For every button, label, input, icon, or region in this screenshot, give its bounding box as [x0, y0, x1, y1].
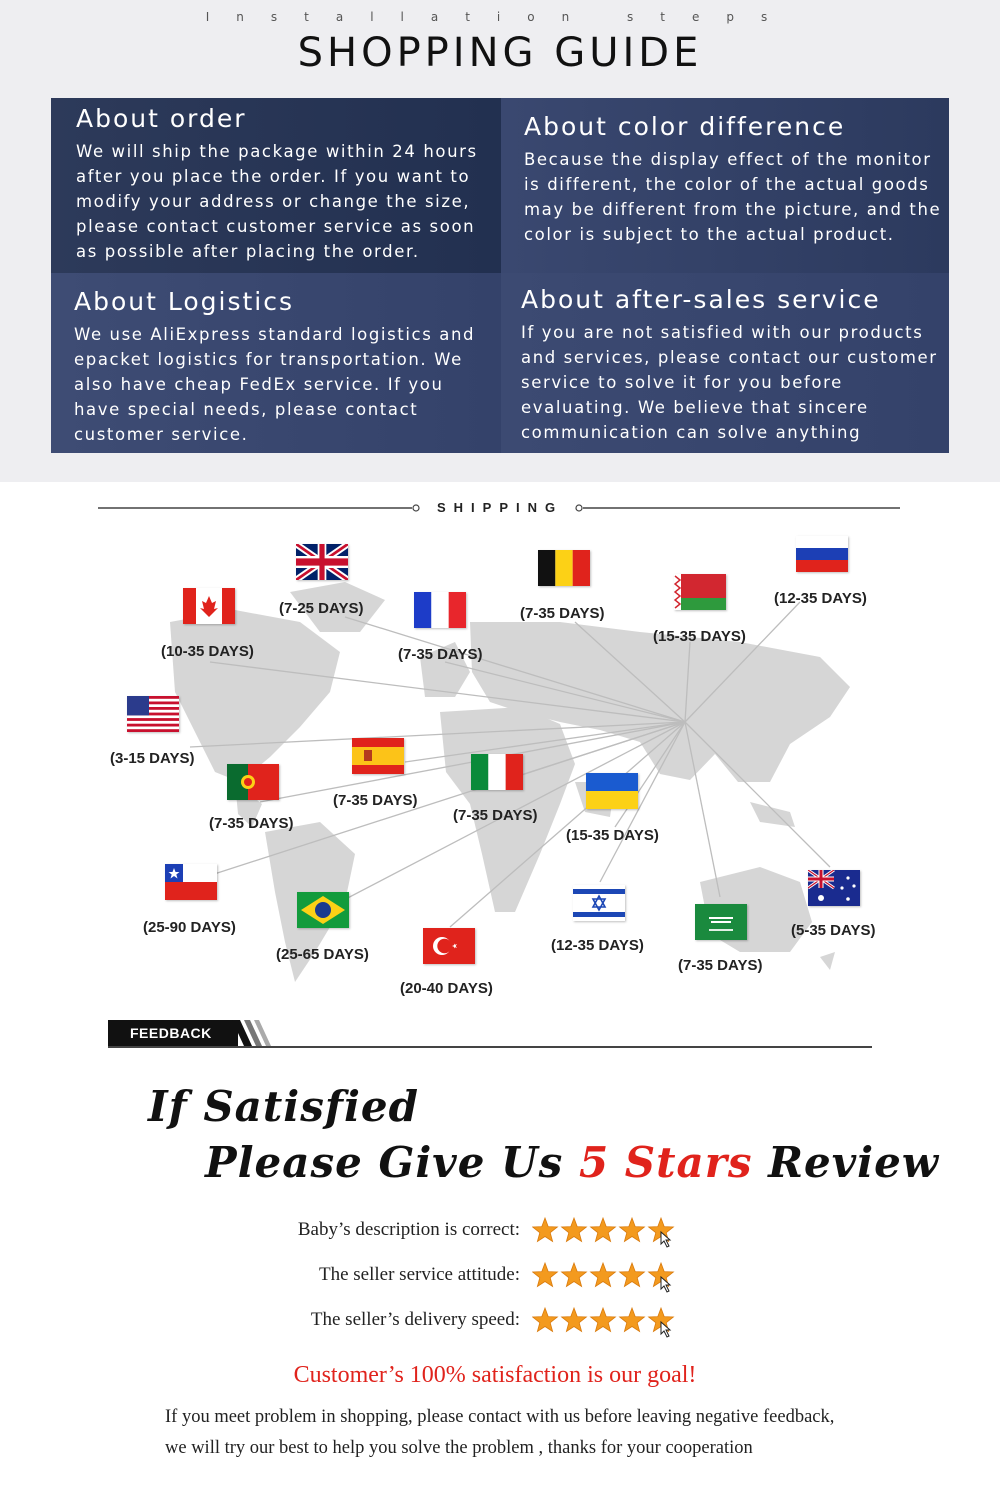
italy-flag-icon — [471, 754, 523, 790]
shipping-section — [0, 482, 1000, 1042]
uk-days-label: (7-25 DAYS) — [279, 600, 364, 617]
about-order-panel — [51, 98, 501, 273]
heading-part-c: Review — [752, 1138, 939, 1187]
about-aftersales-title: About after-sales service — [521, 285, 881, 314]
russia-days-label: (12-35 DAYS) — [774, 590, 867, 607]
canada-flag-icon — [183, 588, 235, 624]
about-logistics-panel — [51, 273, 501, 453]
turkey-days-label: (20-40 DAYS) — [400, 980, 493, 997]
star-icon — [533, 1263, 558, 1287]
feedback-note-line1: If you meet problem in shopping, please contact with us before leaving negative feedback, — [165, 1407, 835, 1427]
rating-label-service: The seller service attitude: — [319, 1264, 520, 1285]
about-color-body: Because the display effect of the monitor is different, the color of the actual goods may be different from the picture, and the color is subject to the actual product. — [524, 150, 942, 244]
belarus-flag-icon — [674, 574, 726, 610]
installation-steps-label: Installation steps — [205, 10, 795, 24]
saudi-flag-icon — [695, 904, 747, 940]
about-aftersales-body: If you are not satisfied with our products and services, please contact our customer service to solve it for you before evaluating. We believe that sincere communication can solve anything — [521, 323, 938, 442]
star-icon — [591, 1308, 616, 1332]
about-order-body: We will ship the package within 24 hours after you place the order. If you want to modify your address or change the size, please contact customer service as soon as possible after placing the order. — [76, 142, 478, 261]
star-rating-icon — [532, 1214, 682, 1248]
feedback-badge: FEEDBACK — [108, 1020, 238, 1046]
star-icon — [591, 1263, 616, 1287]
badge-stripes-icon — [232, 1020, 272, 1046]
turkey-flag-icon — [423, 928, 475, 964]
shopping-guide-section — [0, 0, 1000, 482]
rating-stars-delivery — [532, 1304, 682, 1348]
star-icon — [562, 1263, 587, 1287]
feedback-section — [0, 1012, 1000, 1510]
rating-label-description: Baby’s description is correct: — [297, 1219, 520, 1240]
chile-flag-icon — [165, 864, 217, 900]
belgium-days-label: (7-35 DAYS) — [520, 605, 605, 622]
page-title: SHOPPING GUIDE — [297, 30, 703, 76]
israel-flag-icon — [573, 885, 625, 921]
feedback-note-line2: we will try our best to help you solve the problem , thanks for your cooperation — [165, 1438, 753, 1458]
about-color-title: About color difference — [524, 112, 846, 141]
rating-stars-service — [532, 1259, 682, 1297]
star-rating-icon — [532, 1304, 682, 1344]
shipping-label: SHIPPING — [437, 500, 564, 515]
chile-days-label: (25-90 DAYS) — [143, 919, 236, 936]
italy-days-label: (7-35 DAYS) — [453, 807, 538, 824]
france-flag-icon — [414, 592, 466, 628]
australia-flag-icon — [808, 870, 860, 906]
satisfaction-goal-text: Customer’s 100% satisfaction is our goal! — [293, 1362, 697, 1388]
star-icon — [533, 1218, 558, 1242]
star-icon — [533, 1308, 558, 1332]
feedback-divider — [108, 1046, 872, 1048]
russia-flag-icon — [796, 536, 848, 572]
rating-label-delivery: The seller’s delivery speed: — [310, 1309, 520, 1330]
if-satisfied-heading: If Satisfied — [148, 1082, 419, 1131]
brazil-days-label: (25-65 DAYS) — [276, 946, 369, 963]
star-icon — [591, 1218, 616, 1242]
australia-days-label: (5-35 DAYS) — [791, 922, 876, 939]
saudi-days-label: (7-35 DAYS) — [678, 957, 763, 974]
belgium-flag-icon — [538, 550, 590, 586]
heading-part-a: Please Give Us — [205, 1138, 579, 1187]
about-logistics-title: About Logistics — [74, 287, 295, 316]
star-icon — [620, 1308, 645, 1332]
star-icon — [620, 1218, 645, 1242]
star-icon — [620, 1263, 645, 1287]
portugal-flag-icon — [227, 764, 279, 800]
star-icon — [562, 1308, 587, 1332]
rating-stars-description — [532, 1214, 682, 1252]
about-order-title: About order — [76, 104, 247, 133]
ukraine-flag-icon — [586, 773, 638, 809]
usa-flag-icon — [127, 696, 179, 732]
portugal-days-label: (7-35 DAYS) — [209, 815, 294, 832]
about-logistics-body: We use AliExpress standard logistics and epacket logistics for transportation. We also have cheap FedEx service. If you have special needs, please contact customer service. — [74, 325, 476, 444]
france-days-label: (7-35 DAYS) — [398, 646, 483, 663]
about-color-panel — [501, 98, 949, 273]
uk-flag-icon — [296, 544, 348, 580]
belarus-days-label: (15-35 DAYS) — [653, 628, 746, 645]
heading-five-stars: 5 Stars — [578, 1138, 753, 1187]
spain-flag-icon — [352, 738, 404, 774]
star-rating-icon — [532, 1259, 682, 1293]
canada-days-label: (10-35 DAYS) — [161, 643, 254, 660]
spain-days-label: (7-35 DAYS) — [333, 792, 418, 809]
usa-days-label: (3-15 DAYS) — [110, 750, 195, 767]
five-stars-heading — [205, 1138, 939, 1187]
about-aftersales-panel — [501, 273, 949, 453]
brazil-flag-icon — [297, 892, 349, 928]
ukraine-days-label: (15-35 DAYS) — [566, 827, 659, 844]
star-icon — [562, 1218, 587, 1242]
israel-days-label: (12-35 DAYS) — [551, 937, 644, 954]
